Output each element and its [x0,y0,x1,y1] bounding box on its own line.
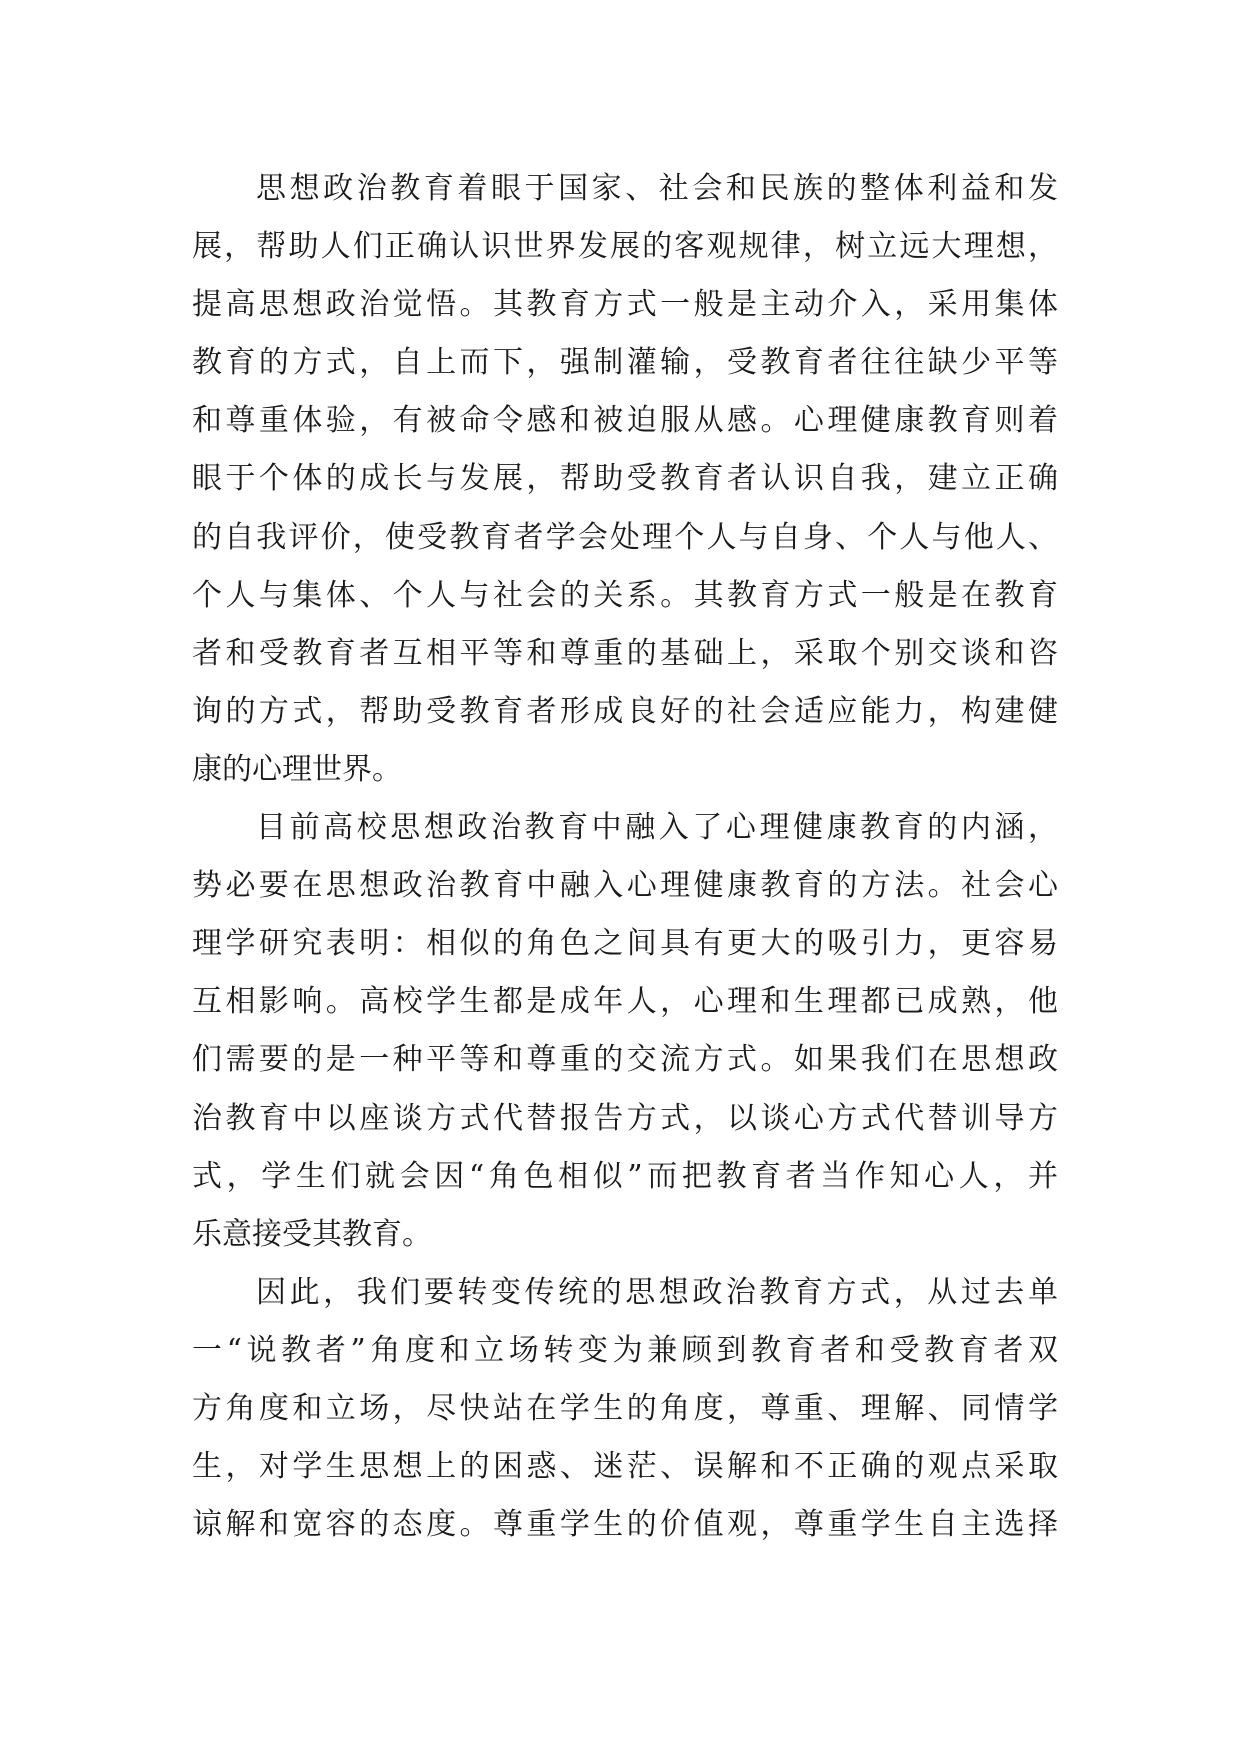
text-line: 者和受教育者互相平等和尊重的基础上，采取个别交谈和咨 [192,635,1058,671]
text-line: 个人与集体、个人与社会的关系。其教育方式一般是在教育 [192,577,1058,613]
text-line: 目前高校思想政治教育中融入了心理健康教育的内涵， [256,810,1058,846]
text-line: 展，帮助人们正确认识世界发展的客观规律，树立远大理想， [192,229,1058,265]
text-line: 理学研究表明：相似的角色之间具有更大的吸引力，更容易 [192,926,1058,962]
text-line: 乐意接受其教育。 [192,1216,432,1252]
text-line: 和尊重体验，有被命令感和被迫服从感。心理健康教育则着 [192,403,1058,439]
text-line: 康的心理世界。 [192,751,402,787]
text-line: 式，学生们就会因“角色相似”而把教育者当作知心人，并 [192,1158,1058,1194]
text-line: 询的方式，帮助受教育者形成良好的社会适应能力，构建健 [192,693,1058,729]
text-line: 谅解和宽容的态度。尊重学生的价值观，尊重学生自主选择 [192,1507,1058,1543]
document-body [192,160,1058,1554]
text-line: 方角度和立场，尽快站在学生的角度，尊重、理解、同情学 [192,1390,1058,1426]
text-line: 思想政治教育着眼于国家、社会和民族的整体利益和发 [256,171,1058,206]
text-line: 提高思想政治觉悟。其教育方式一般是主动介入，采用集体 [192,287,1058,323]
text-line: 治教育中以座谈方式代替报告方式，以谈心方式代替训导方 [192,1100,1058,1136]
paragraph-3 [192,1264,1058,1554]
text-line: 一“说教者”角度和立场转变为兼顾到教育者和受教育者双 [192,1332,1058,1368]
text-line: 们需要的是一种平等和尊重的交流方式。如果我们在思想政 [192,1042,1058,1078]
text-line: 因此，我们要转变传统的思想政治教育方式，从过去单 [256,1274,1058,1310]
text-line: 互相影响。高校学生都是成年人，心理和生理都已成熟，他 [192,984,1058,1020]
text-line: 势必要在思想政治教育中融入心理健康教育的方法。社会心 [192,868,1058,904]
text-line: 教育的方式，自上而下，强制灌输，受教育者往往缺少平等 [192,345,1058,381]
paragraph-2 [192,799,1058,1264]
text-line: 的自我评价，使受教育者学会处理个人与自身、个人与他人、 [192,519,1058,555]
text-line: 生，对学生思想上的困惑、迷茫、误解和不正确的观点采取 [192,1449,1058,1485]
paragraph-1 [192,160,1058,799]
text-line: 眼于个体的成长与发展，帮助受教育者认识自我，建立正确 [192,461,1058,497]
